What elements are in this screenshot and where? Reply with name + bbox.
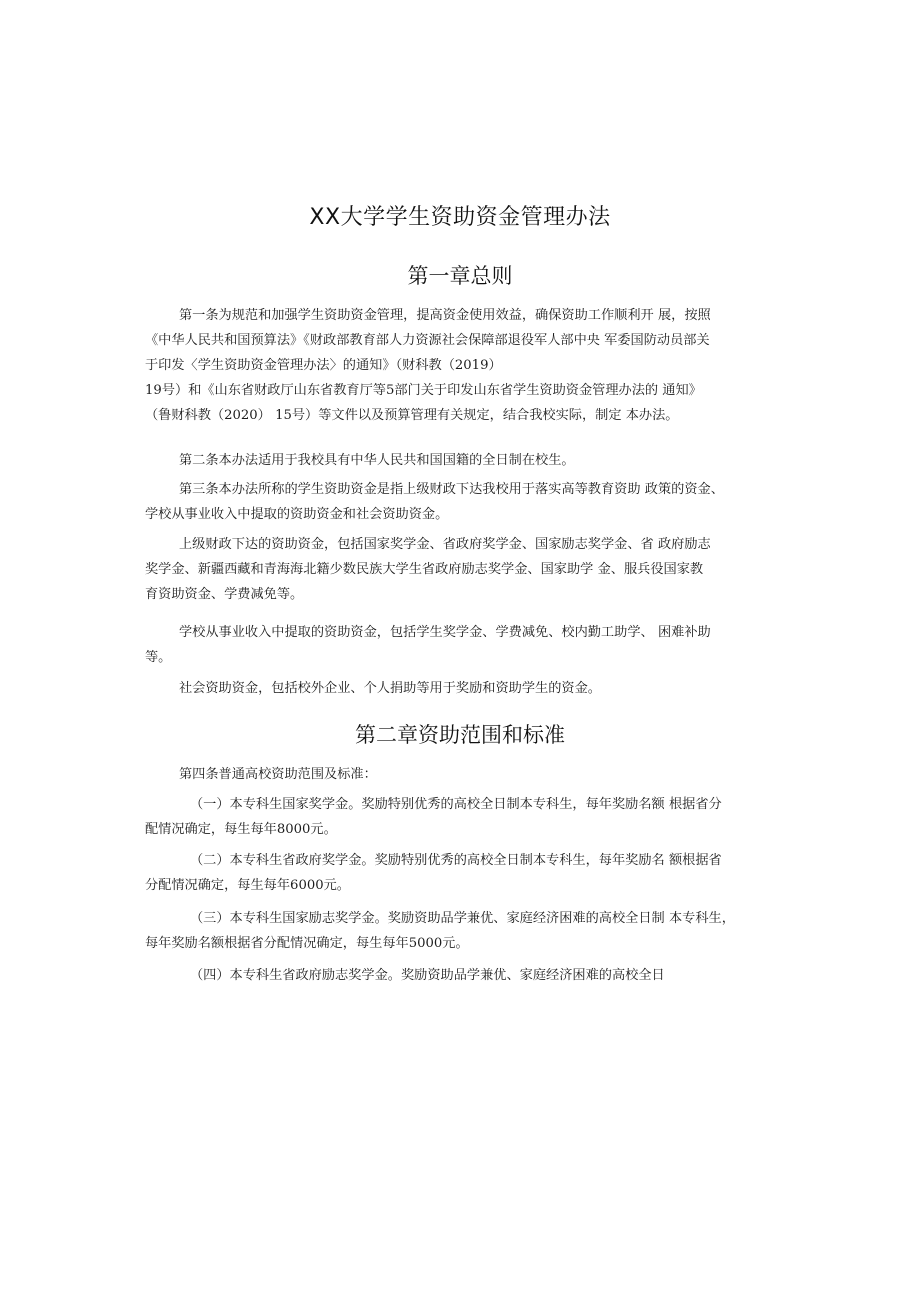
item-4-paragraph bbox=[145, 963, 787, 988]
article-1-line: 19号）和《山东省财政厅山东省教育厅等5部门关于印发山东省学生资助资金管理办法的 通知》 bbox=[145, 383, 702, 398]
item-4-line: （四）本专科生省政府励志奖学金。奖励资助品学兼优、家庭经济困难的高校全日 bbox=[190, 968, 665, 983]
article-4-paragraph bbox=[145, 762, 787, 787]
document-title: XX大学学生资助资金管理办法 bbox=[309, 205, 611, 230]
article-3-paragraph bbox=[145, 477, 787, 527]
item-1-paragraph bbox=[145, 792, 787, 842]
article-1-paragraph bbox=[145, 303, 787, 428]
article-1-line: 第一条为规范和加强学生资助资金管理，提高资金使用效益，确保资助工作顺利开 展，按照 bbox=[179, 308, 711, 323]
upper-funds-paragraph bbox=[145, 532, 787, 607]
article-1-line: 于印发〈学生资助资金管理办法〉的通知》（财科教（2019） bbox=[145, 358, 502, 373]
school-funds-line: 等。 bbox=[145, 650, 172, 665]
upper-funds-line: 奖学金、新疆西藏和青海海北籍少数民族大学生省政府励志奖学金、国家助学 金、服兵役国家教 bbox=[145, 562, 704, 577]
upper-funds-line: 育资助资金、学费减免等。 bbox=[145, 587, 304, 602]
article-2-line: 第二条本办法适用于我校具有中华人民共和国国籍的全日制在校生。 bbox=[179, 453, 575, 468]
article-1-line: 《中华人民共和国预算法》《财政部教育部人力资源社会保障部退役军人部中央 军委国防动员部关 bbox=[145, 333, 710, 348]
article-3-line: 学校从事业收入中提取的资助资金和社会资助资金。 bbox=[145, 507, 449, 522]
article-2-paragraph bbox=[145, 448, 787, 473]
item-1-line: （一）本专科生国家奖学金。奖励特别优秀的高校全日制本专科生，每年奖励名额 根据省分 bbox=[190, 797, 722, 812]
article-4-line: 第四条普通高校资助范围及标准： bbox=[179, 767, 377, 782]
item-2-line: 分配情况确定，每生每年6000元。 bbox=[145, 878, 350, 893]
article-1-line: （鲁财科教（2020） 15号）等文件以及预算管理有关规定，结合我校实际，制定 本办法。 bbox=[145, 408, 679, 423]
item-3-line: 每年奖励名额根据省分配情况确定，每生每年5000元。 bbox=[145, 936, 469, 951]
item-2-paragraph bbox=[145, 848, 787, 898]
item-1-line: 配情况确定，每生每年8000元。 bbox=[145, 822, 337, 837]
social-funds-paragraph bbox=[145, 676, 787, 701]
social-funds-line: 社会资助资金，包括校外企业、个人捐助等用于奖励和资助学生的资金。 bbox=[179, 681, 601, 696]
chapter-1-heading: 第一章总则 bbox=[407, 264, 513, 288]
upper-funds-line: 上级财政下达的资助资金，包括国家奖学金、省政府奖学金、国家励志奖学金、省 政府励志 bbox=[179, 537, 711, 552]
school-funds-line: 学校从事业收入中提取的资助资金，包括学生奖学金、学费减免、校内勤工助学、 困难补助 bbox=[179, 625, 711, 640]
school-funds-paragraph bbox=[145, 620, 787, 670]
article-3-line: 第三条本办法所称的学生资助资金是指上级财政下达我校用于落实高等教育资助 政策的资金、 bbox=[179, 482, 724, 497]
chapter-2-heading: 第二章资助范围和标准 bbox=[355, 723, 565, 747]
item-2-line: （二）本专科生省政府奖学金。奖励特别优秀的高校全日制本专科生，每年奖励名 额根据省 bbox=[190, 853, 722, 868]
item-3-paragraph bbox=[145, 906, 787, 956]
item-3-line: （三）本专科生国家励志奖学金。奖励资助品学兼优、家庭经济困难的高校全日制 本专科生， bbox=[190, 911, 735, 926]
